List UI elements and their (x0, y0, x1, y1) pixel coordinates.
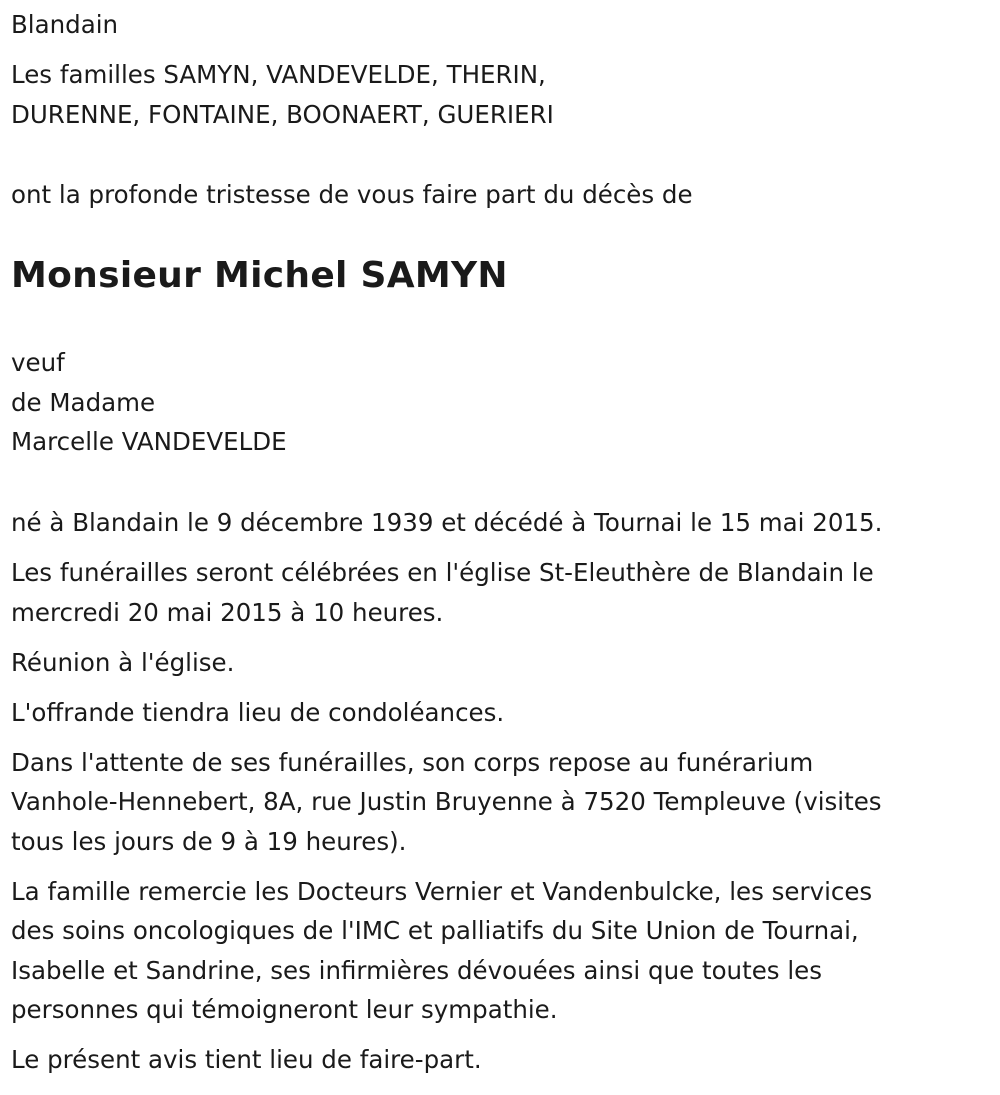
town-name: Blandain (11, 10, 119, 39)
families-list (11, 55, 554, 134)
text-line: Dans l'attente de ses funérailles, son corps repose au funérarium (11, 747, 814, 777)
meeting-paragraph (11, 643, 882, 683)
spouse-line: Marcelle VANDEVELDE (11, 427, 287, 456)
funerarium-paragraph (11, 743, 882, 862)
birth-death-paragraph (11, 503, 882, 543)
families-line: Les familles SAMYN, VANDEVELDE, THERIN, (11, 60, 546, 89)
text-line: Réunion à l'église. (11, 647, 235, 677)
families-line: DURENNE, FONTAINE, BOONAERT, GUERIERI (11, 99, 554, 129)
text-line: né à Blandain le 9 décembre 1939 et décédé à Tournai le 15 mai 2015. (11, 508, 883, 537)
text-line: La famille remercie les Docteurs Vernier et Vandenbulcke, les services (11, 876, 873, 906)
text-line: Le présent avis tient lieu de faire-part. (11, 1045, 482, 1074)
text-line: des soins oncologiques de l'IMC et palliatifs du Site Union de Tournai, (11, 916, 859, 945)
announcement-intro: ont la profonde tristesse de vous faire part du décès de (11, 180, 693, 209)
text-line: tous les jours de 9 à 19 heures). (11, 826, 407, 856)
text-line: mercredi 20 mai 2015 à 10 heures. (11, 597, 444, 627)
spouse-line: de Madame (11, 387, 156, 417)
deceased-name: Monsieur Michel SAMYN (11, 255, 508, 296)
notice-details (11, 503, 882, 1090)
thanks-paragraph (11, 872, 882, 1030)
text-line: personnes qui témoigneront leur sympathie. (11, 995, 558, 1024)
funeral-paragraph (11, 553, 882, 632)
text-line: Isabelle et Sandrine, ses infirmières dévouées ainsi que toutes les (11, 955, 822, 985)
spouse-info (11, 343, 287, 462)
text-line: Les funérailles seront célébrées en l'église St-Eleuthère de Blandain le (11, 558, 874, 587)
text-line: Vanhole-Hennebert, 8A, rue Justin Bruyenne à 7520 Templeuve (visites (11, 787, 882, 816)
closing-paragraph (11, 1040, 882, 1080)
text-line: L'offrande tiendra lieu de condoléances. (11, 697, 505, 727)
offering-paragraph (11, 693, 882, 733)
spouse-line: veuf (11, 348, 65, 377)
